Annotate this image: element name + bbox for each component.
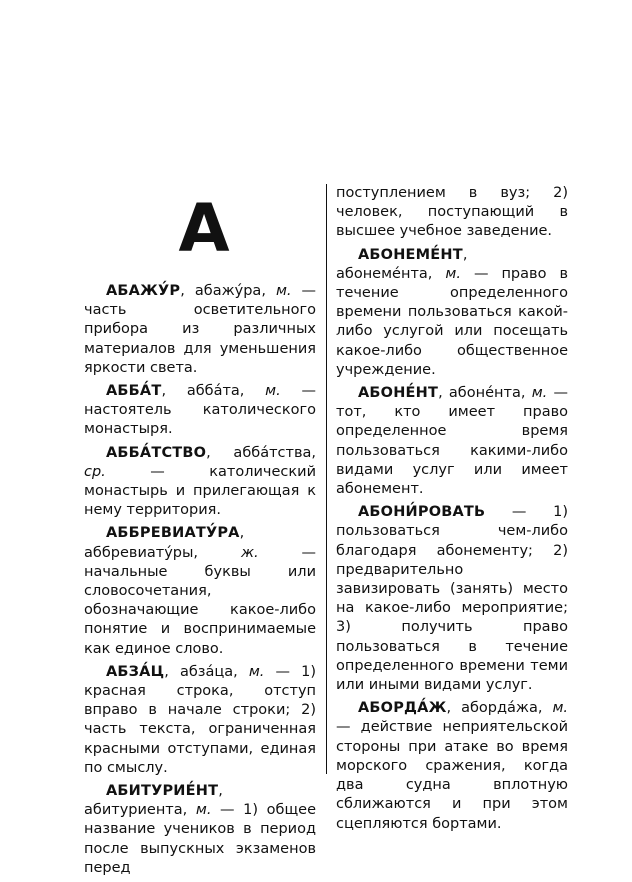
dictionary-entry xyxy=(84,444,316,521)
gender-mark: м. xyxy=(265,383,281,400)
forms: , абажу́ра, xyxy=(180,283,276,299)
headword: АББРЕВИАТУ́РА xyxy=(106,525,240,542)
forms: , абоне́нта, xyxy=(438,385,532,402)
forms: , абордáжа, xyxy=(446,700,553,717)
dictionary-entry xyxy=(336,503,568,695)
gender-mark: м. xyxy=(531,385,548,402)
forms: , абба́та, xyxy=(161,383,266,400)
definition: — тот, кто имеет право определенное время пользоваться какими-либо видами услуг или имеет абонемент. xyxy=(336,385,568,498)
definition: — право в течение определенного времени пользоваться какой-либо услугой или посещать какое-либо общественное учреждение. xyxy=(336,265,568,378)
definition: — католический монастырь и прилегающая к нему территория. xyxy=(84,463,316,519)
section-letter: А xyxy=(178,190,230,267)
forms: , абза́ца, xyxy=(164,663,249,680)
dictionary-entry xyxy=(336,246,568,380)
right-column xyxy=(336,184,568,838)
dictionary-entry xyxy=(84,524,316,658)
gender-mark: м. xyxy=(275,283,292,299)
definition: — часть осветительного прибора из различных материалов для уменьшения яркости света. xyxy=(84,283,316,376)
definition: — 1) общее название учеников в период после выпускных экзаменов перед xyxy=(84,802,316,876)
headword: АБИТУРИЕ́НТ xyxy=(106,783,219,800)
dictionary-entry xyxy=(84,282,316,378)
left-column xyxy=(84,282,316,882)
gender-mark: м. xyxy=(195,802,212,819)
headword: АББА́Т xyxy=(106,383,162,400)
dictionary-entry xyxy=(336,699,568,833)
headword: АБАЖУ́Р xyxy=(106,283,181,299)
headword: АБОНЕ́НТ xyxy=(358,385,439,402)
gender-mark: ср. xyxy=(84,463,106,480)
dictionary-entry xyxy=(84,782,316,878)
dictionary-entry xyxy=(336,384,568,499)
column-divider xyxy=(326,184,327,774)
headword: АБОРДА́Ж xyxy=(358,700,447,717)
definition: — действие неприятельской стороны при атаке во время морского сражения, когда два судна вплотную сближаются и при этом сцепляются бортами. xyxy=(336,719,568,832)
entry-continuation: поступлением в вуз; 2) человек, поступающий в высшее учебное заведение. xyxy=(336,185,568,240)
definition: — 1) пользоваться чем-либо благодаря абонементу; 2) предварительно завизировать (занять) место на какое-либо мероприятие; 3) получить право пользоваться в течение определенного времени теми или иными видами услуг. xyxy=(336,504,568,694)
headword: АБОНИ́РОВАТЬ xyxy=(358,504,486,521)
definition: — настоятель католического монастыря. xyxy=(84,383,316,438)
headword: АБЗА́Ц xyxy=(106,663,165,680)
gender-mark: ж. xyxy=(240,544,259,561)
forms: , абба́тства, xyxy=(206,444,316,461)
definition: — 1) красная строка, отступ вправо в начале строки; 2) часть текста, ограниченная красными отступами, единая по смыслу. xyxy=(84,663,316,776)
headword: АБОНЕМЕ́НТ xyxy=(358,246,463,263)
gender-mark: м. xyxy=(248,663,265,680)
forms: , абитуриента, xyxy=(84,783,223,819)
definition: — начальные буквы или словосочетания, обозначающие какое-либо понятие и воспринимаемые как единое слово. xyxy=(84,544,316,657)
forms: , абонеме́нта, xyxy=(336,246,468,282)
gender-mark: м. xyxy=(445,265,461,282)
gender-mark: м. xyxy=(552,700,568,717)
forms: , аббревиату́ры, xyxy=(84,525,245,561)
dictionary-entry xyxy=(84,382,316,440)
headword: АББА́ТСТВО xyxy=(106,444,207,461)
dictionary-entry xyxy=(84,663,316,778)
